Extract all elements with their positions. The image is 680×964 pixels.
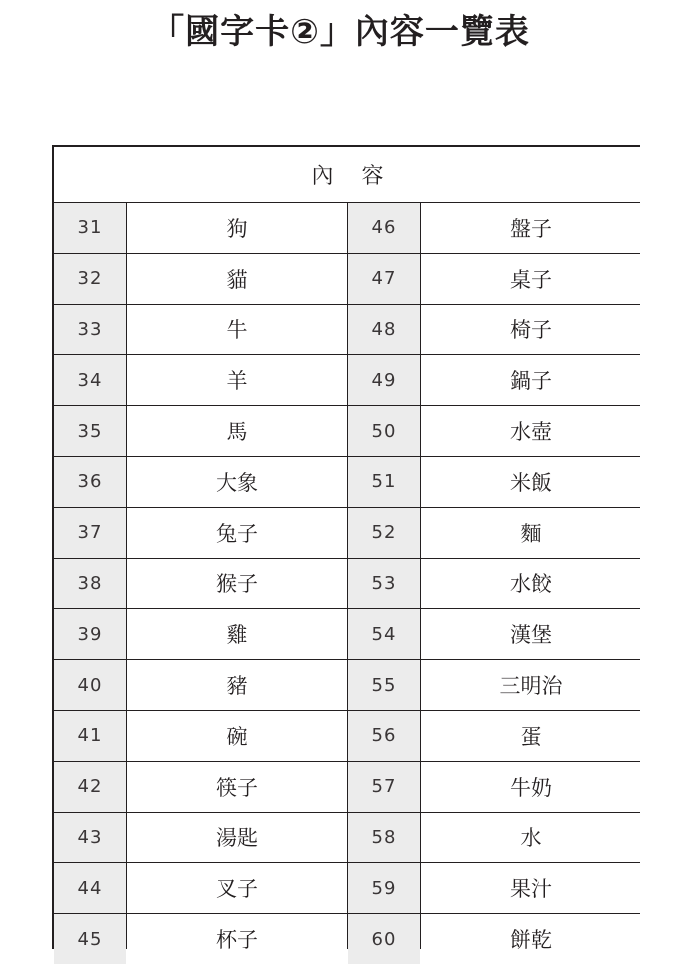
right-item-number: 47 — [348, 254, 420, 304]
left-item-word: 兔子 — [127, 508, 347, 558]
left-item-word: 豬 — [127, 660, 347, 710]
right-item-number: 56 — [348, 711, 420, 761]
right-item-number: 59 — [348, 863, 420, 913]
left-item-word: 筷子 — [127, 762, 347, 812]
left-item-word: 狗 — [127, 203, 347, 253]
right-item-number: 54 — [348, 609, 420, 659]
left-item-word: 羊 — [127, 355, 347, 405]
right-item-number: 49 — [348, 355, 420, 405]
left-item-number: 31 — [54, 203, 126, 253]
left-item-number: 39 — [54, 609, 126, 659]
left-item-number: 36 — [54, 457, 126, 507]
right-item-word: 蛋 — [421, 711, 641, 761]
left-item-number: 37 — [54, 508, 126, 558]
left-item-number: 44 — [54, 863, 126, 913]
left-item-number: 35 — [54, 406, 126, 456]
right-item-number: 48 — [348, 305, 420, 355]
page-title: 「國字卡②」內容一覽表 — [150, 12, 530, 52]
right-item-number: 51 — [348, 457, 420, 507]
left-item-word: 猴子 — [127, 559, 347, 609]
right-item-number: 55 — [348, 660, 420, 710]
left-item-number: 32 — [54, 254, 126, 304]
table-header: 內容 — [54, 147, 641, 202]
right-item-word: 鍋子 — [421, 355, 641, 405]
right-item-number: 53 — [348, 559, 420, 609]
left-item-word: 雞 — [127, 609, 347, 659]
left-item-number: 38 — [54, 559, 126, 609]
left-item-number: 43 — [54, 813, 126, 863]
right-item-word: 果汁 — [421, 863, 641, 913]
right-item-word: 米飯 — [421, 457, 641, 507]
left-item-number: 33 — [54, 305, 126, 355]
right-item-word: 水餃 — [421, 559, 641, 609]
right-item-number: 60 — [348, 914, 420, 964]
right-item-word: 麵 — [421, 508, 641, 558]
left-item-word: 大象 — [127, 457, 347, 507]
right-item-word: 桌子 — [421, 254, 641, 304]
right-item-word: 椅子 — [421, 305, 641, 355]
left-item-number: 40 — [54, 660, 126, 710]
left-item-number: 42 — [54, 762, 126, 812]
left-item-word: 杯子 — [127, 914, 347, 964]
left-item-number: 34 — [54, 355, 126, 405]
content-table — [52, 145, 640, 953]
right-item-word: 盤子 — [421, 203, 641, 253]
right-item-number: 58 — [348, 813, 420, 863]
right-item-word: 漢堡 — [421, 609, 641, 659]
right-item-number: 52 — [348, 508, 420, 558]
left-item-word: 叉子 — [127, 863, 347, 913]
right-item-number: 57 — [348, 762, 420, 812]
right-item-number: 46 — [348, 203, 420, 253]
right-item-word: 餅乾 — [421, 914, 641, 964]
right-item-number: 50 — [348, 406, 420, 456]
left-item-number: 41 — [54, 711, 126, 761]
left-item-word: 貓 — [127, 254, 347, 304]
right-item-word: 三明治 — [421, 660, 641, 710]
left-item-word: 牛 — [127, 305, 347, 355]
left-item-number: 45 — [54, 914, 126, 964]
left-item-word: 碗 — [127, 711, 347, 761]
right-item-word: 水 — [421, 813, 641, 863]
left-item-word: 湯匙 — [127, 813, 347, 863]
left-item-word: 馬 — [127, 406, 347, 456]
right-item-word: 牛奶 — [421, 762, 641, 812]
right-item-word: 水壺 — [421, 406, 641, 456]
